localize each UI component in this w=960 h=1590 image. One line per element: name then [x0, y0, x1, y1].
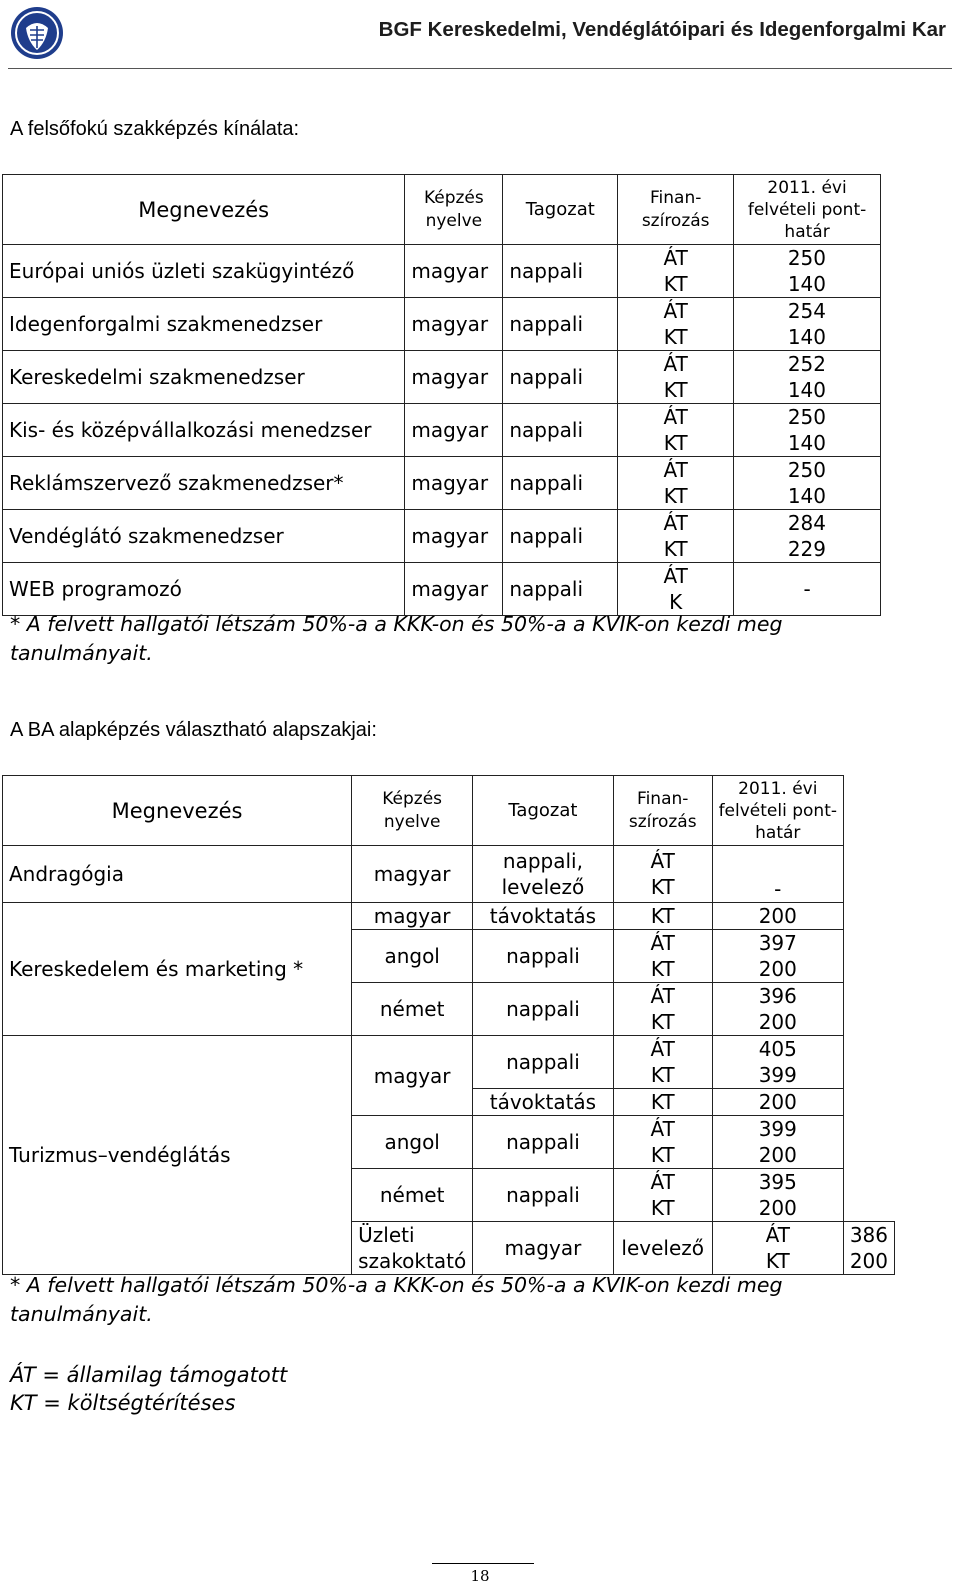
program-fin: ÁT K	[618, 563, 734, 616]
table-row	[3, 404, 881, 457]
col-header-limit: 2011. évi felvételi pont- határ	[712, 776, 843, 846]
program-mode: nappali	[473, 1116, 614, 1169]
section2-title: A BA alapképzés választható alapszakjai:	[10, 719, 377, 741]
table-row	[3, 563, 881, 616]
program-points: -	[734, 563, 881, 616]
program-mode: levelező	[613, 1222, 712, 1275]
program-lang: magyar	[352, 903, 473, 930]
program-points: 250 140	[734, 457, 881, 510]
program-fin: ÁT KT	[613, 1036, 712, 1089]
program-mode: nappali	[473, 983, 614, 1036]
program-points: 284 229	[734, 510, 881, 563]
program-points: 397 200	[712, 930, 843, 983]
program-lang: német	[352, 1169, 473, 1222]
program-fin: KT	[613, 1089, 712, 1116]
footer-divider	[432, 1563, 534, 1564]
program-lang: angol	[352, 930, 473, 983]
col-header-mode: Tagozat	[473, 776, 614, 846]
table-row	[3, 1036, 895, 1089]
program-points: 395 200	[712, 1169, 843, 1222]
program-name: Üzleti szakoktató	[352, 1222, 473, 1275]
program-fin: ÁT KT	[613, 983, 712, 1036]
table-row	[3, 846, 895, 903]
program-name: Kereskedelem és marketing *	[3, 903, 352, 1036]
page-number: 18	[470, 1567, 490, 1585]
program-mode: nappali	[473, 930, 614, 983]
program-points: 250 140	[734, 404, 881, 457]
col-header-lang: Képzés nyelve	[405, 175, 503, 245]
ba-programs-table	[2, 775, 895, 1275]
table-row	[3, 298, 881, 351]
program-name: Reklámszervező szakmenedzser*	[3, 457, 405, 510]
table-row	[3, 903, 895, 930]
program-mode: nappali	[503, 351, 618, 404]
program-name: Vendéglátó szakmenedzser	[3, 510, 405, 563]
col-header-mode: Tagozat	[503, 175, 618, 245]
table-header-row	[3, 175, 881, 245]
program-mode: nappali	[503, 245, 618, 298]
section2-footnote: * A felvett hallgatói létszám 50%-a a KKK-on és 50%-a a KVIK-on kezdi meg tanulmányait.	[10, 1273, 783, 1326]
program-name: Andragógia	[3, 846, 352, 903]
program-points: 386 200	[843, 1222, 894, 1275]
table-row	[3, 245, 881, 298]
program-fin: ÁT KT	[618, 351, 734, 404]
program-points: -	[712, 846, 843, 903]
header-title: BGF Kereskedelmi, Vendéglátóipari és Idegenforgalmi Kar	[378, 18, 946, 41]
program-name: Kis- és középvállalkozási menedzser	[3, 404, 405, 457]
program-points: 396 200	[712, 983, 843, 1036]
program-points: 250 140	[734, 245, 881, 298]
program-lang: magyar	[405, 563, 503, 616]
program-fin: ÁT KT	[613, 930, 712, 983]
header-divider	[8, 68, 952, 69]
legend-at: ÁT = államilag támogatott	[10, 1363, 288, 1387]
program-lang: magyar	[405, 245, 503, 298]
col-header-name: Megnevezés	[3, 175, 405, 245]
program-points: 252 140	[734, 351, 881, 404]
table-header-row	[3, 776, 895, 846]
program-mode: nappali	[503, 457, 618, 510]
program-mode: távoktatás	[473, 1089, 614, 1116]
program-fin: ÁT KT	[613, 1116, 712, 1169]
program-fin: ÁT KT	[613, 846, 712, 903]
program-fin: ÁT KT	[613, 1169, 712, 1222]
table-row	[3, 457, 881, 510]
program-fin: ÁT KT	[618, 404, 734, 457]
program-lang: magyar	[405, 298, 503, 351]
col-header-lang: Képzés nyelve	[352, 776, 473, 846]
program-name: WEB programozó	[3, 563, 405, 616]
program-fin: KT	[613, 903, 712, 930]
section1-footnote: * A felvett hallgatói létszám 50%-a a KKK-on és 50%-a a KVIK-on kezdi meg tanulmányait.	[10, 612, 783, 665]
table-row	[3, 510, 881, 563]
program-points: 200	[712, 903, 843, 930]
bgf-crest-logo-icon	[10, 6, 64, 60]
program-fin: ÁT KT	[618, 245, 734, 298]
program-lang: magyar	[405, 404, 503, 457]
program-fin: ÁT KT	[712, 1222, 843, 1275]
program-lang: német	[352, 983, 473, 1036]
program-lang: magyar	[473, 1222, 614, 1275]
program-mode: nappali, levelező	[473, 846, 614, 903]
program-name: Turizmus–vendéglátás	[3, 1036, 352, 1275]
program-lang: magyar	[352, 846, 473, 903]
program-name: Idegenforgalmi szakmenedzser	[3, 298, 405, 351]
program-lang: magyar	[405, 351, 503, 404]
program-lang: magyar	[352, 1036, 473, 1116]
col-header-limit: 2011. évi felvételi pont- határ	[734, 175, 881, 245]
col-header-fin: Finan- szírozás	[613, 776, 712, 846]
program-points: 254 140	[734, 298, 881, 351]
program-mode: nappali	[473, 1169, 614, 1222]
program-points: 405 399	[712, 1036, 843, 1089]
program-points: 200	[712, 1089, 843, 1116]
vocational-table	[2, 174, 881, 616]
program-lang: angol	[352, 1116, 473, 1169]
program-fin: ÁT KT	[618, 510, 734, 563]
section1-title: A felsőfokú szakképzés kínálata:	[10, 118, 300, 140]
program-mode: nappali	[503, 404, 618, 457]
page-header	[0, 0, 960, 70]
program-mode: távoktatás	[473, 903, 614, 930]
program-lang: magyar	[405, 510, 503, 563]
program-points: 399 200	[712, 1116, 843, 1169]
program-fin: ÁT KT	[618, 457, 734, 510]
table-row	[3, 351, 881, 404]
program-mode: nappali	[473, 1036, 614, 1089]
program-lang: magyar	[405, 457, 503, 510]
legend-kt: KT = költségtérítéses	[10, 1391, 236, 1415]
program-mode: nappali	[503, 298, 618, 351]
program-fin: ÁT KT	[618, 298, 734, 351]
col-header-fin: Finan- szírozás	[618, 175, 734, 245]
program-name: Kereskedelmi szakmenedzser	[3, 351, 405, 404]
program-mode: nappali	[503, 563, 618, 616]
program-name: Európai uniós üzleti szakügyintéző	[3, 245, 405, 298]
col-header-name: Megnevezés	[3, 776, 352, 846]
program-mode: nappali	[503, 510, 618, 563]
